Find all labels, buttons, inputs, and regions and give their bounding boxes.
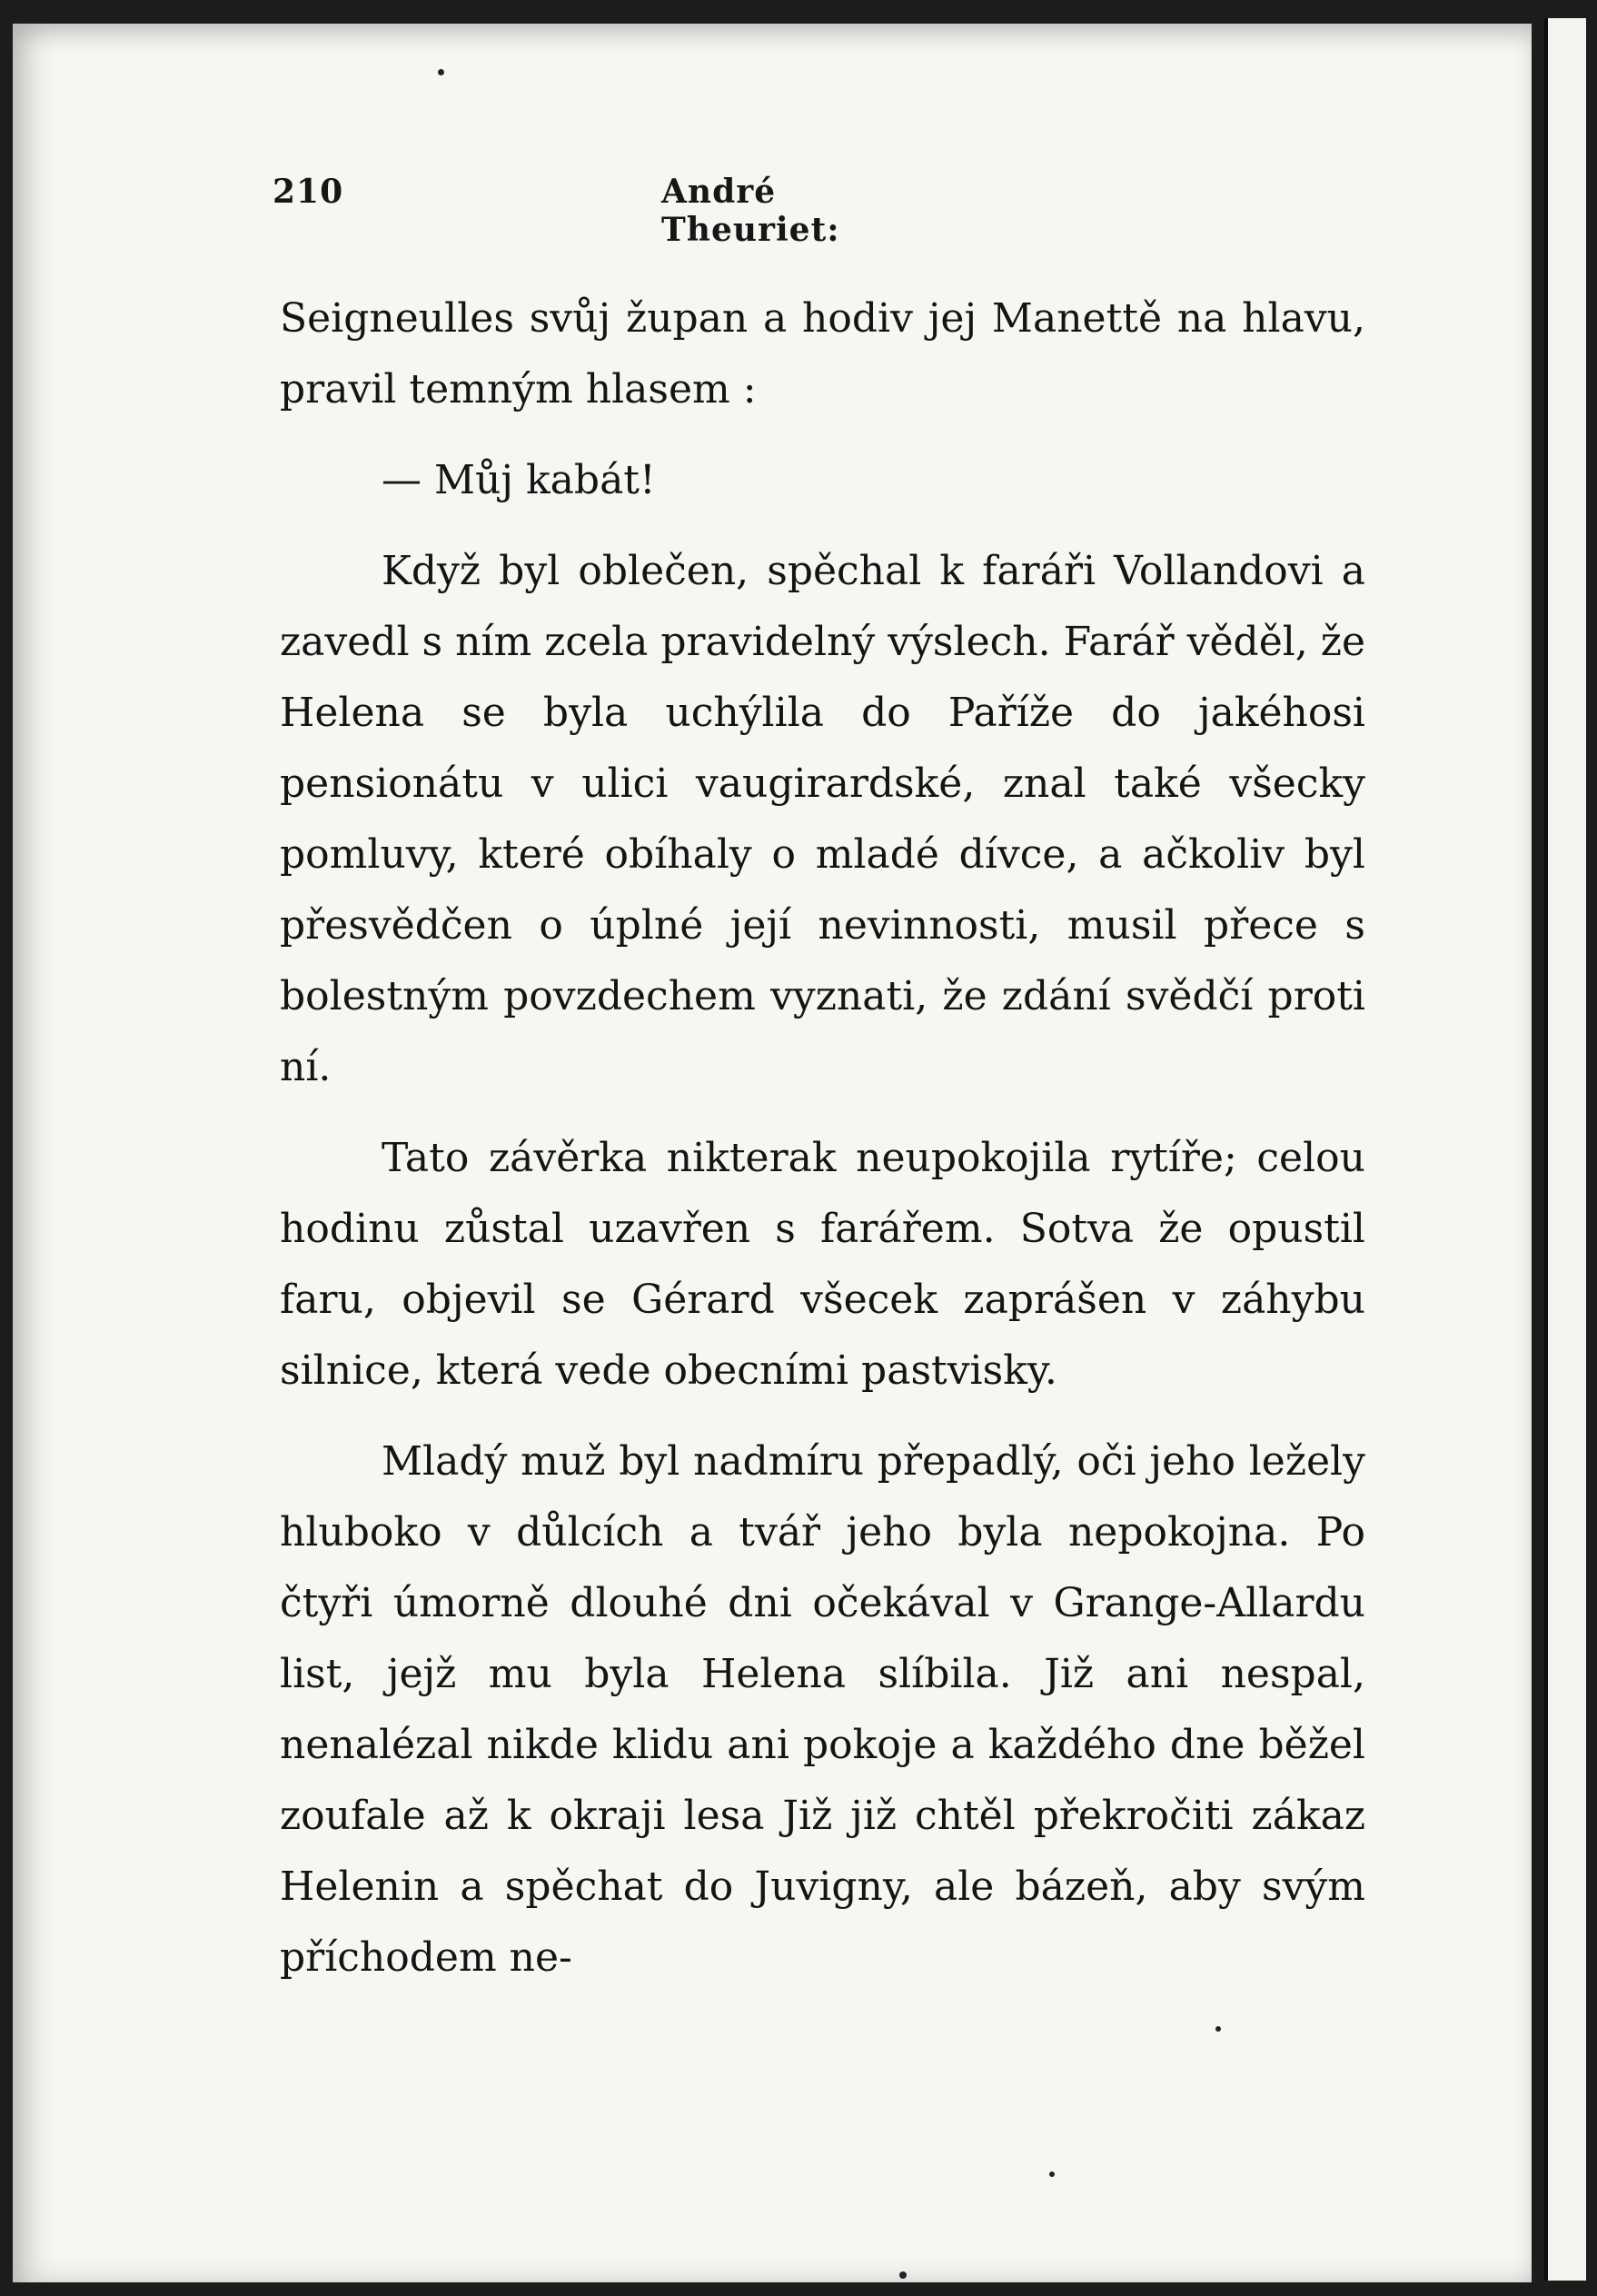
paragraph-3: Když byl oblečen, spěchal k faráři Vollandovi a zavedl s ním zcela pravidelný výslech. Farář věděl, že Helena se byla uchýlila do Paříže do jakéhosi pensionátu v ulici vaugirardské, znal také všecky pomluvy, které obíhaly o mladé dívce, a ačkoliv byl přesvědčen o úplné její nevinnosti, musil přece s bolestným povzdechem vyznati, že zdání svědčí proti ní. [280, 548, 1365, 1090]
ink-speck [899, 2271, 907, 2279]
paragraph-2: — Můj kabát! [382, 457, 656, 503]
ink-speck [1049, 2172, 1055, 2177]
paragraph-1: Seigneulles svůj župan a hodiv jej Manettě na hlavu, pravil temným hlasem : [280, 295, 1365, 412]
ink-speck [438, 69, 444, 75]
page-number: 210 [273, 173, 344, 211]
ink-speck [1215, 2026, 1221, 2032]
paragraph-4: Tato závěrka nikterak neupokojila rytíře; celou hodinu zůstal uzavřen s farářem. Sotva že opustil faru, objevil se Gérard všecek zaprášen v záhybu silnice, která vede obecními pastvisky. [280, 1135, 1365, 1394]
paragraph-5: Mladý muž byl nadmíru přepadlý, oči jeho ležely hluboko v důlcích a tvář jeho byla nepokojna. Po čtyři úmorně dlouhé dni očekával v Grange-Allardu list, jejž mu byla Helena slíbila. Již ani nespal, nenalézal nikde klidu ani pokoje a každého dne běžel zoufale až k okraji lesa Již již chtěl překročiti zákaz Helenin a spěchat do Juvigny, ale bázeň, aby svým příchodem ne- [280, 1438, 1365, 1981]
body-text [280, 283, 1365, 2013]
page-header [273, 173, 963, 249]
page-edge [1544, 18, 1586, 2281]
running-title: André Theuriet: [661, 173, 840, 249]
